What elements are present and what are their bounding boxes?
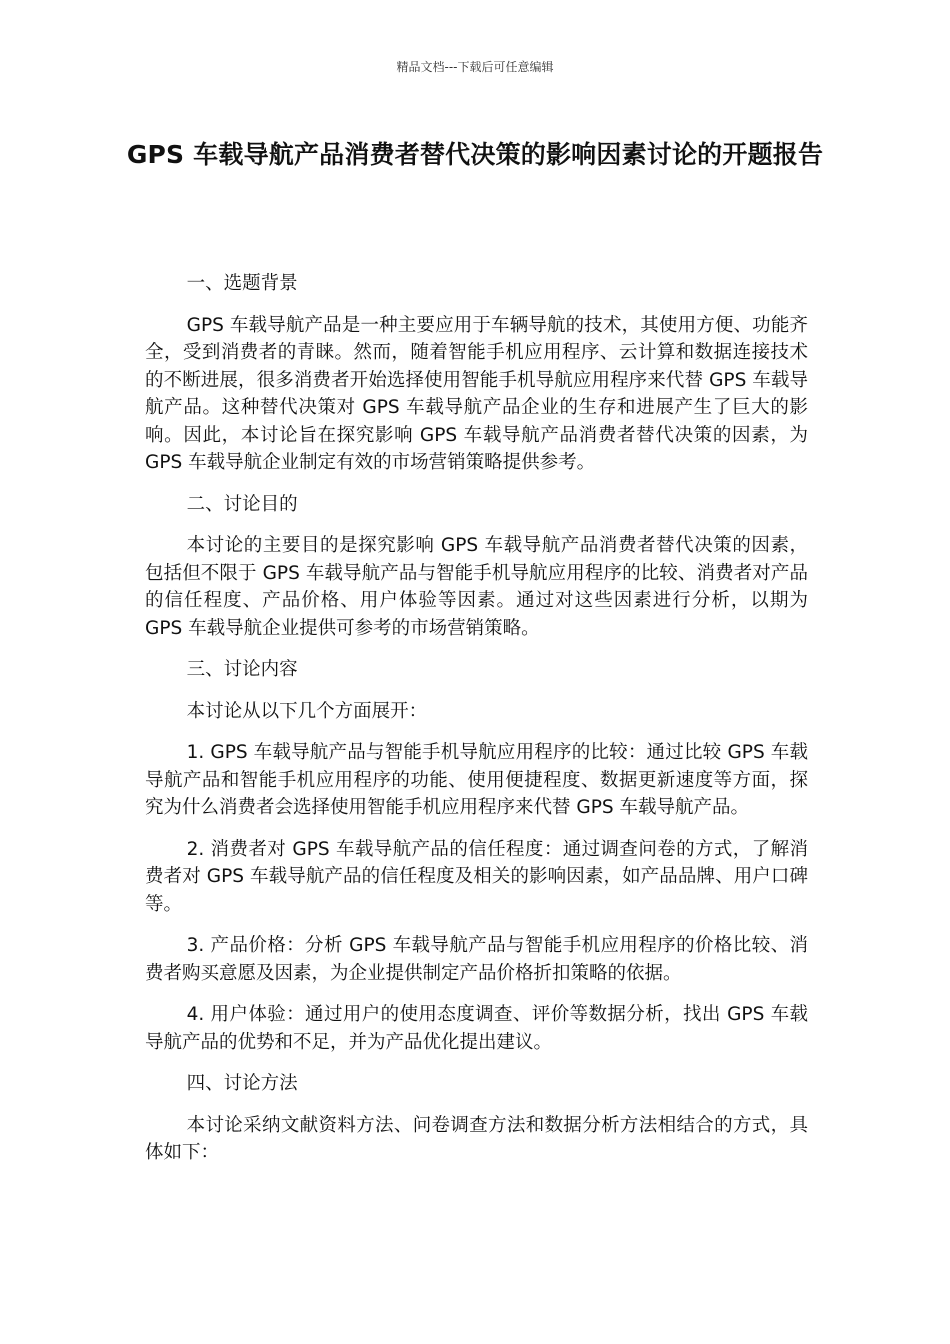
document-body <box>145 270 808 1181</box>
document-title: GPS 车载导航产品消费者替代决策的影响因素讨论的开题报告 <box>126 140 824 169</box>
list-item-experience: 4. 用户体验：通过用户的使用态度调查、评价等数据分析，找出 GPS 车载导航产品的优势和不足，并为产品优化提出建议。 <box>145 1004 808 1053</box>
list-item-comparison: 1. GPS 车载导航产品与智能手机导航应用程序的比较：通过比较 GPS 车载导航产品和智能手机应用程序的功能、使用便捷程度、数据更新速度等方面，探究为什么消费者会选择使用智能手机应用程序来代替 GPS 车载导航产品。 <box>145 742 808 818</box>
paragraph-method: 本讨论采纳文献资料方法、问卷调查方法和数据分析方法相结合的方式，具体如下： <box>145 1114 808 1163</box>
section-heading-purpose: 二、讨论目的 <box>186 493 298 515</box>
section-heading-background: 一、选题背景 <box>186 273 298 294</box>
list-item-trust: 2. 消费者对 GPS 车载导航产品的信任程度：通过调查问卷的方式，了解消费者对 GPS 车载导航产品的信任程度及相关的影响因素，如产品品牌、用户口碑等。 <box>145 838 808 915</box>
paragraph-background: GPS 车载导航产品是一种主要应用于车辆导航的技术，其使用方便、功能齐全，受到消费者的青睐。然而，随着智能手机应用程序、云计算和数据连接技术的不断进展，很多消费者开始选择使用智能手机导航应用程序来代替 GPS 车载导航产品。这种替代决策对 GPS 车载导航产品企业的生存和进展产生了巨大的影响。因此，本讨论旨在探究影响 GPS 车载导航产品消费者替代决策的因素，为 GPS 车载导航企业制定有效的市场营销策略提供参考。 <box>145 314 808 473</box>
section-heading-method: 四、讨论方法 <box>186 1073 298 1094</box>
header-note: 精品文档---下载后可任意编辑 <box>396 60 554 74</box>
paragraph-purpose: 本讨论的主要目的是探究影响 GPS 车载导航产品消费者替代决策的因素，包括但不限于 GPS 车载导航产品与智能手机导航应用程序的比较、消费者对产品的信任程度、产品价格、用户体验等因素。通过对这些因素进行分析，以期为 GPS 车载导航企业提供可参考的市场营销策略。 <box>145 535 808 639</box>
paragraph-content-intro: 本讨论从以下几个方面展开： <box>186 700 428 722</box>
list-item-price: 3. 产品价格：分析 GPS 车载导航产品与智能手机应用程序的价格比较、消费者购买意愿及因素，为企业提供制定产品价格折扣策略的依据。 <box>145 935 808 984</box>
section-heading-content: 三、讨论内容 <box>186 659 298 680</box>
